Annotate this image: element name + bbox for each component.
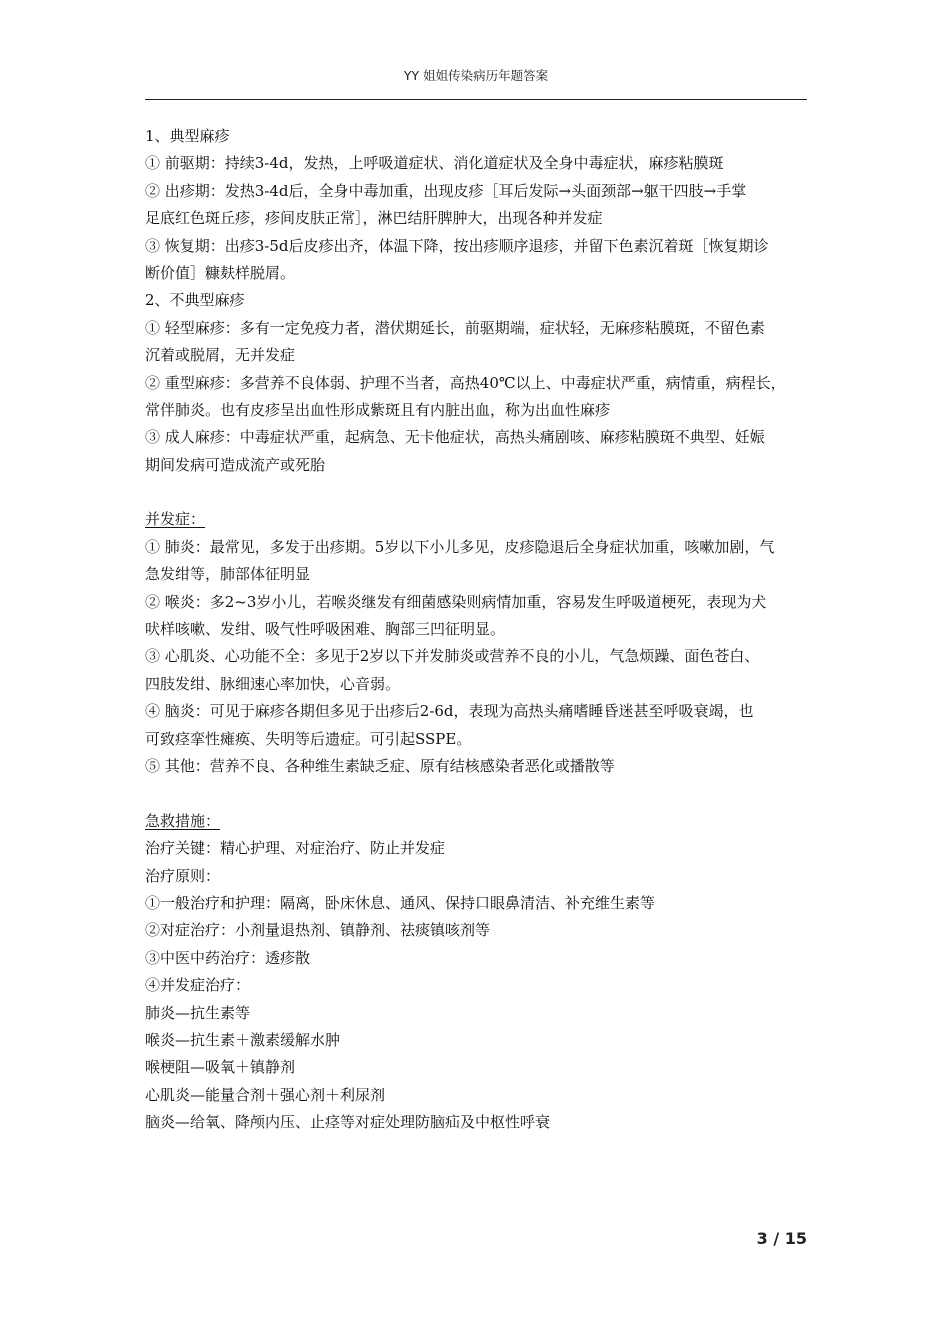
section-heading-rescue — [145, 808, 810, 835]
paragraph-tx-encephalitis: 脑炎—给氧、降颅内压、止痉等对症处理防脑疝及中枢性呼衰 — [145, 1113, 551, 1132]
paragraph-prodrome: ① 前驱期：持续3-4d，发热，上呼吸道症状、消化道症状及全身中毒症状，麻疹粘膜斑 — [145, 154, 724, 173]
section-heading-complications — [145, 506, 810, 533]
paragraph-tx-pneumonia: 肺炎—抗生素等 — [145, 1003, 251, 1022]
paragraph-pneumonia-1: ① 肺炎：最常见，多发于出疹期。5岁以下小儿多见，皮疹隐退后全身症状加重，咳嗽加剧，气 — [145, 537, 775, 556]
document-body — [145, 123, 810, 1136]
paragraph-severe-2: 常伴肺炎。也有皮疹呈出血性形成紫斑且有内脏出血，称为出血性麻疹 — [145, 400, 611, 419]
paragraph-encephalitis-1: ④ 脑炎：可见于麻疹各期但多见于出疹后2-6d，表现为高热头痛嗜睡昏迷甚至呼吸衰竭，也 — [145, 702, 754, 721]
paragraph-tx-myocarditis: 心肌炎—能量合剂＋强心剂＋利尿剂 — [145, 1085, 386, 1104]
paragraph-mild-1: ① 轻型麻疹：多有一定免疫力者，潜伏期延长，前驱期端，症状轻，无麻疹粘膜斑，不留色素 — [145, 318, 765, 337]
header-rule — [145, 99, 807, 100]
paragraph-encephalitis-2: 可致痉挛性瘫痪、失明等后遗症。可引起SSPE。 — [145, 729, 472, 748]
rescue-heading-text: 急救措施： — [145, 811, 221, 830]
paragraph-myocarditis-2: 四肢发绀、脉细速心率加快，心音弱。 — [145, 674, 401, 693]
paragraph-laryngitis-1: ② 喉炎：多2~3岁小儿，若喉炎继发有细菌感染则病情加重，容易发生呼吸道梗死，表现为犬 — [145, 592, 767, 611]
paragraph-tcm: ③中医中药治疗：透疹散 — [145, 948, 311, 967]
paragraph-treatment-principles: 治疗原则： — [145, 866, 221, 885]
spacer — [145, 780, 810, 807]
paragraph-complication-treatment: ④并发症治疗： — [145, 976, 251, 995]
paragraph-adult-1: ③ 成人麻疹：中毒症状严重，起病急、无卡他症状，高热头痛剧咳、麻疹粘膜斑不典型、妊娠 — [145, 428, 765, 447]
paragraph-severe-1: ② 重型麻疹：多营养不良体弱、护理不当者，高热40℃以上、中毒症状严重，病情重，病程长， — [145, 373, 786, 392]
paragraph-eruption-1: ② 出疹期：发热3-4d后，全身中毒加重，出现皮疹［耳后发际→头面颈部→躯干四肢→手掌 — [145, 181, 747, 200]
complications-heading-text: 并发症： — [145, 510, 206, 529]
section-heading-atypical: 2、不典型麻疹 — [145, 291, 245, 310]
paragraph-pneumonia-2: 急发绀等，肺部体征明显 — [145, 565, 311, 584]
section-heading-typical: 1、典型麻疹 — [145, 127, 230, 145]
paragraph-other: ⑤ 其他：营养不良、各种维生素缺乏症、原有结核感染者恶化或播散等 — [145, 756, 615, 775]
page-header: YY 姐姐传染病历年题答案 — [403, 68, 549, 83]
page-number: 3 / 15 — [756, 1229, 807, 1248]
paragraph-tx-laryngitis: 喉炎—抗生素＋激素缓解水肿 — [145, 1030, 341, 1049]
spacer — [145, 479, 810, 506]
paragraph-adult-2: 期间发病可造成流产或死胎 — [145, 455, 326, 474]
paragraph-recovery-1: ③ 恢复期：出疹3-5d后皮疹出齐，体温下降，按出疹顺序退疹，并留下色素沉着斑［恢复期诊 — [145, 236, 769, 255]
paragraph-treatment-key: 治疗关键：精心护理、对症治疗、防止并发症 — [145, 839, 446, 858]
paragraph-mild-2: 沉着或脱屑，无并发症 — [145, 346, 296, 365]
paragraph-eruption-2: 足底红色斑丘疹，疹间皮肤正常］，淋巴结肝脾肿大，出现各种并发症 — [145, 209, 603, 228]
paragraph-laryngitis-2: 吠样咳嗽、发绀、吸气性呼吸困难、胸部三凹征明显。 — [145, 620, 506, 639]
paragraph-tx-obstruction: 喉梗阻—吸氧＋镇静剂 — [145, 1058, 296, 1077]
paragraph-myocarditis-1: ③ 心肌炎、心功能不全：多见于2岁以下并发肺炎或营养不良的小儿，气急烦躁、面色苍白、 — [145, 647, 760, 666]
paragraph-general-care: ①一般治疗和护理：隔离，卧床休息、通风、保持口眼鼻清洁、补充维生素等 — [145, 893, 656, 912]
paragraph-recovery-2: 断价值］糠麸样脱屑。 — [145, 263, 296, 282]
paragraph-symptomatic: ②对症治疗：小剂量退热剂、镇静剂、祛痰镇咳剂等 — [145, 921, 491, 940]
